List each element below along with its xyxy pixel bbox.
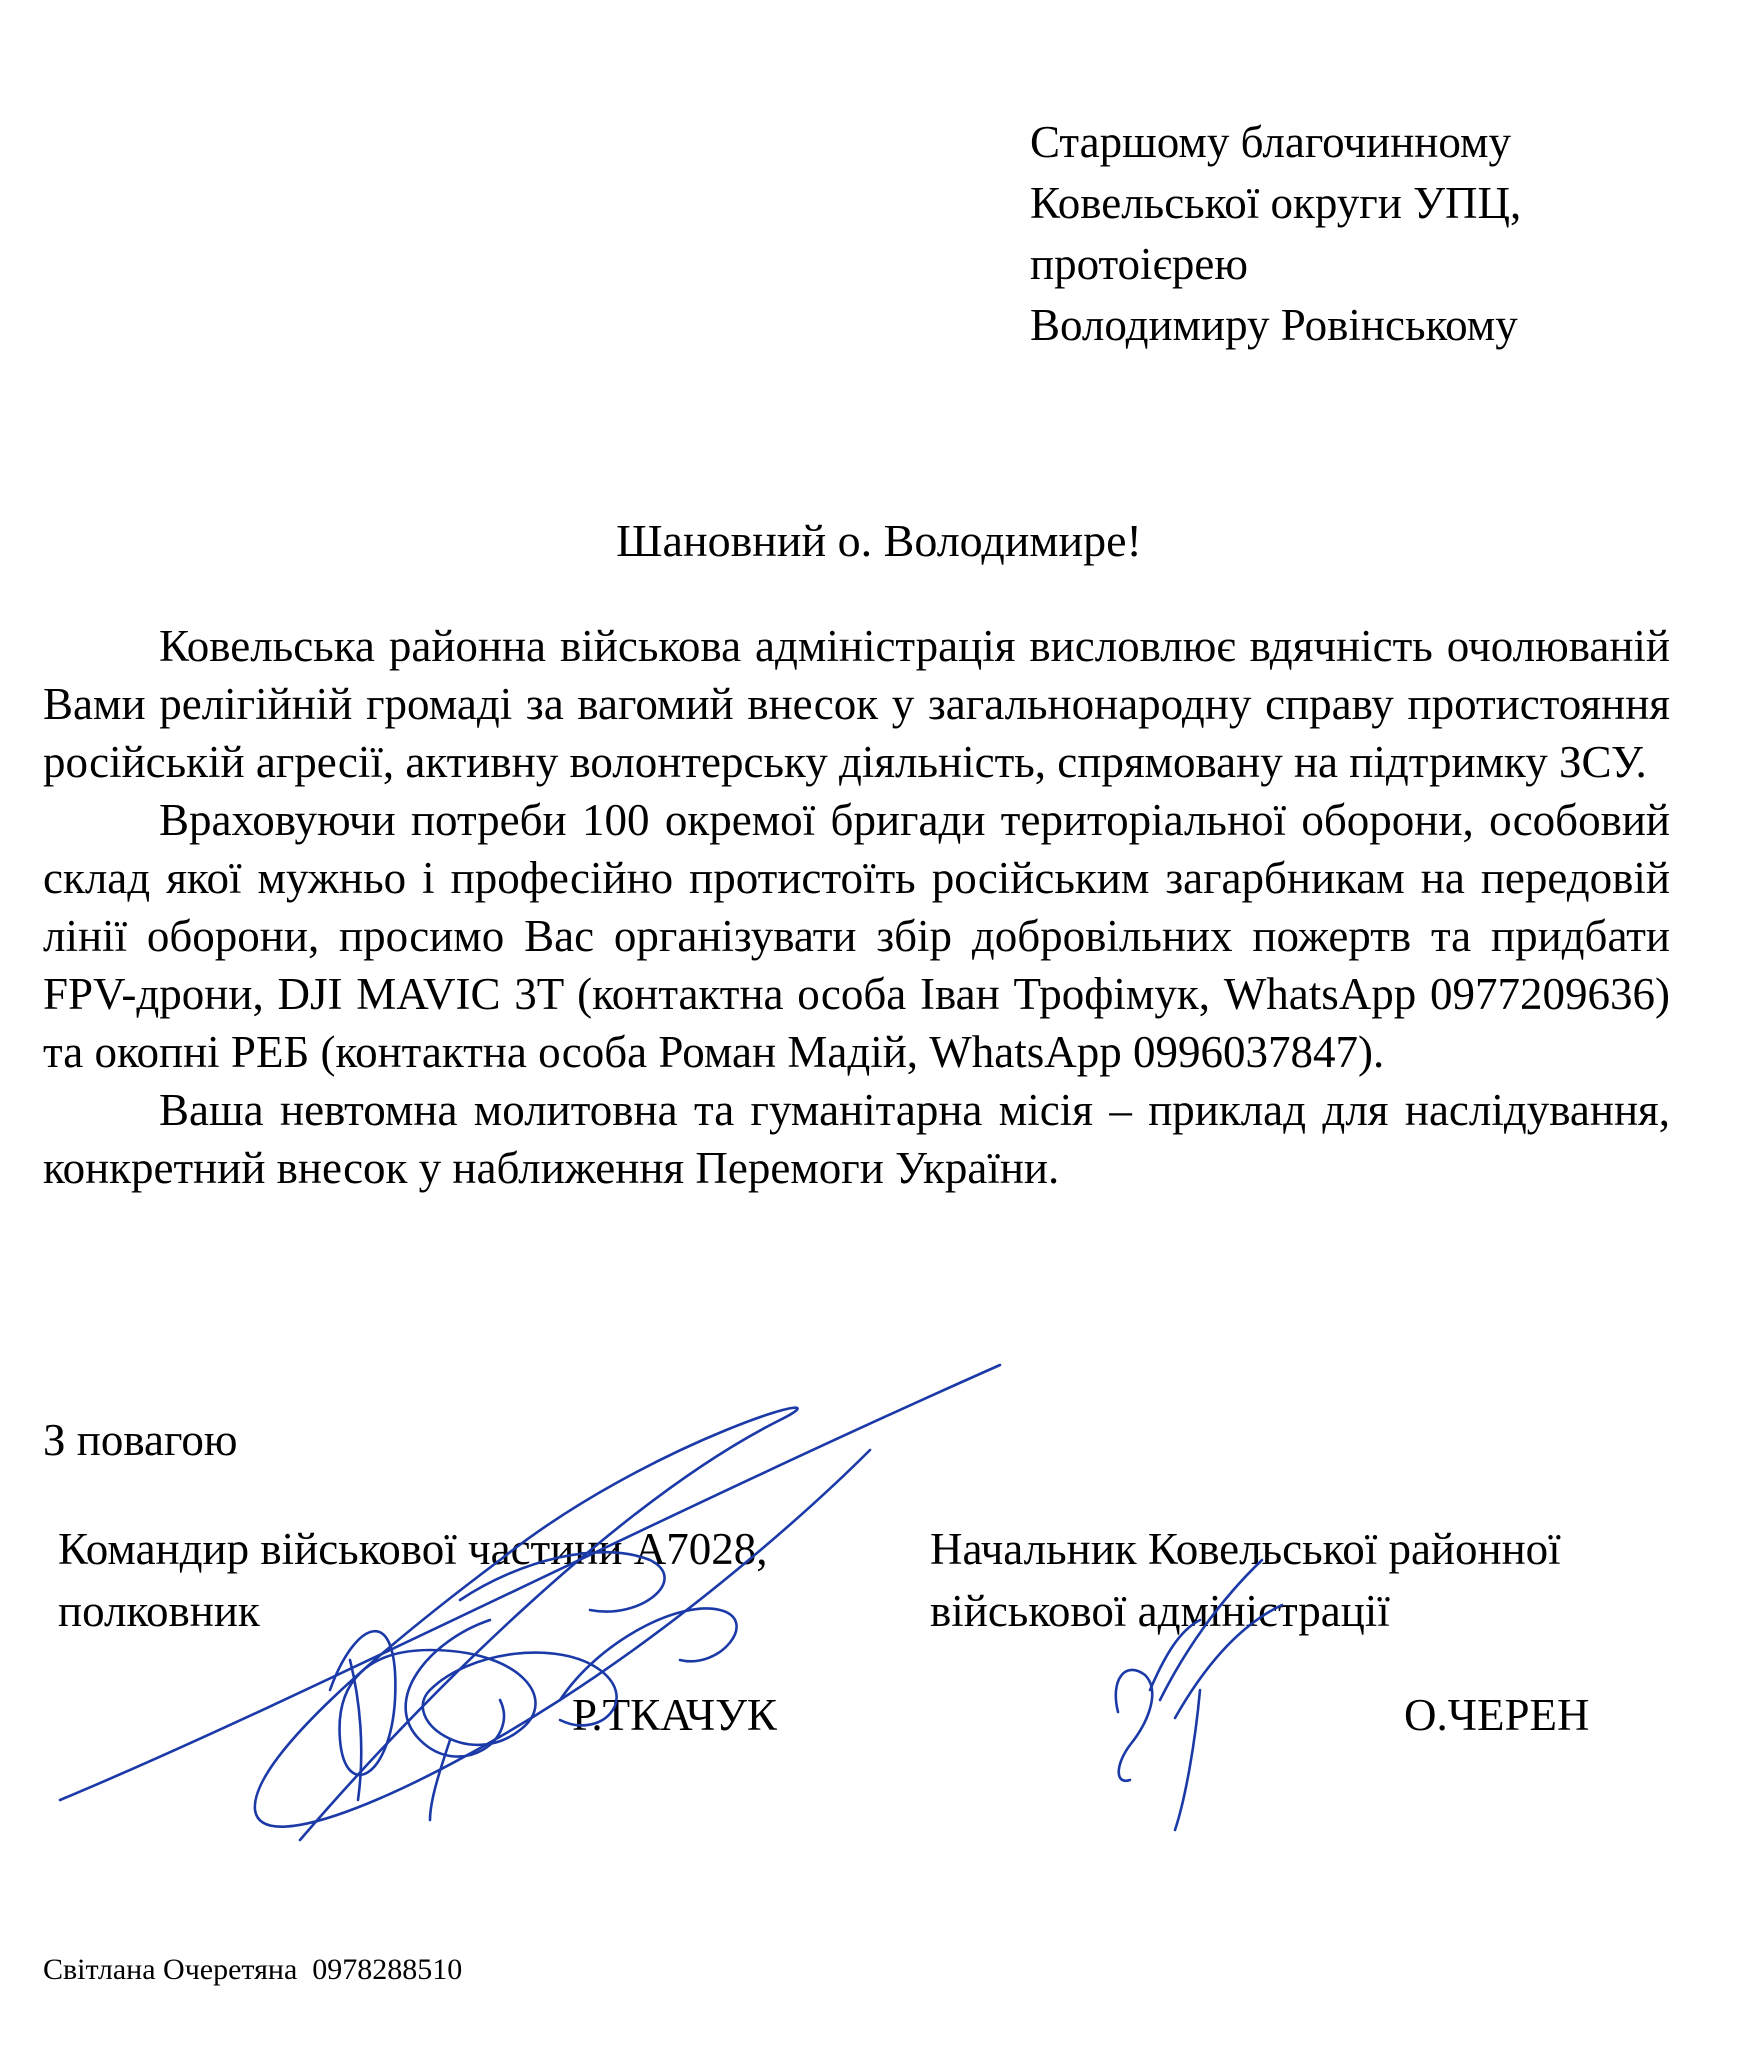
addressee-line-2: Ковельської округи УПЦ, — [1030, 178, 1522, 228]
letter-body — [43, 617, 1670, 1197]
body-paragraph-1: Ковельська районна військова адміністрація висловлює вдячність очолюваній Вами релігійній громаді за вагомий внесок у загальнонародну справу протистояння російській агресії, активну волонтерську діяльність, спрямовану на підтримку ЗСУ. — [43, 621, 1670, 787]
addressee-line-4: Володимиру Ровінському — [1030, 300, 1518, 350]
right-signatory-title — [930, 1518, 1561, 1642]
right-signatory-title-line-1: Начальник Ковельської районної — [930, 1524, 1561, 1574]
addressee-line-1: Старшому благочинному — [1030, 117, 1512, 167]
addressee-line-3: протоієрею — [1030, 239, 1248, 289]
footer-contact — [43, 1950, 462, 1990]
left-signatory-title-line-1: Командир військової частини А7028, — [58, 1524, 768, 1574]
body-paragraph-2: Враховуючи потреби 100 окремої бригади територіальної оборони, особовий склад якої мужньо і професійно протистоїть російським загарбникам на передовій лінії оборони, просимо Вас організувати збір добровільних пожертв та придбати FPV-дрони, DJI MAVIC 3T (контактна особа Іван Трофімук, WhatsApp 0977209636) та окопні РЕБ (контактна особа Роман Мадій, WhatsApp 0996037847). — [43, 795, 1670, 1077]
closing-phrase: З повагою — [43, 1415, 238, 1465]
left-signatory-title — [58, 1518, 767, 1642]
right-signatory-title-line-2: військової адміністрації — [930, 1586, 1390, 1636]
right-signatory-name: О.ЧЕРЕН — [1404, 1690, 1590, 1740]
body-paragraph-3: Ваша невтомна молитовна та гуманітарна місія – приклад для наслідування, конкретний внесок у наближення Перемоги України. — [43, 1085, 1670, 1193]
left-signatory-title-line-2: полковник — [58, 1586, 260, 1636]
footer-contact-phone: 0978288510 — [312, 1953, 463, 1986]
addressee-block — [1030, 112, 1521, 356]
left-signatory-name: Р.ТКАЧУК — [572, 1690, 777, 1740]
footer-contact-name: Світлана Очеретяна — [43, 1953, 298, 1986]
salutation: Шановний о. Володимире! — [616, 515, 1142, 566]
